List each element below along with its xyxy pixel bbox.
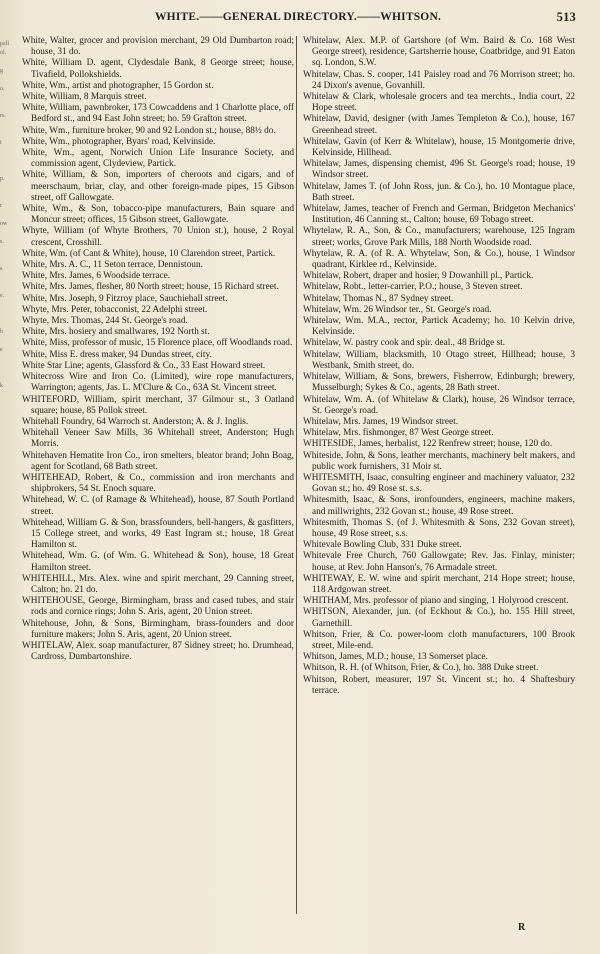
margin-fragment <box>0 454 20 463</box>
directory-entry: WHITEHOUSE, George, Birmingham, brass and cased tubes, and stair rods and cornice rings; John S. Aris, agent, 20 Union street. <box>22 596 294 618</box>
directory-entry: Whitson, Robert, measurer, 197 St. Vincent st.; ho. 4 Shaftesbury terrace. <box>303 674 575 696</box>
directory-entry: Whitelaw, William, blacksmith, 10 Otago street, Hillhead; house, 3 Westbank, Smith street, do. <box>303 349 575 371</box>
directory-entry: Whyte, Mrs. Peter, tobacconist, 22 Adelphi street. <box>22 304 208 315</box>
margin-fragment <box>0 211 20 220</box>
margin-fragment <box>0 148 20 157</box>
directory-entry: Whitehaven Hematite Iron Co., iron smelters, bleator brand; John Boag, agent for Scotland, 68 Bath street. <box>22 450 294 472</box>
directory-entry: Whitevale Free Church, 760 Gallowgate; Rev. Jas. Finlay, minister; house, at Rev. John Hanson's, 76 Armadale street. <box>303 551 575 573</box>
page-header <box>20 10 576 28</box>
directory-entry: Whitson, James, M.D.; house, 13 Somerset place. <box>303 652 488 663</box>
directory-entry: Whitelaw, James T. (of John Ross, jun. & Co.), ho. 10 Montague place, Bath street. <box>303 181 575 203</box>
directory-entry: WHITHAM, Mrs. professor of piano and singing, 1 Holyrood crescent. <box>303 596 569 607</box>
directory-entry: White, Wm., photographer, Byars' road, Kelvinside. <box>22 136 216 147</box>
margin-fragment: t <box>0 140 2 146</box>
signature-mark: R <box>518 922 526 933</box>
directory-entry: White, Wm., artist and photographer, 15 Gordon st. <box>22 80 214 91</box>
directory-entry: White, Mrs. A. C., 11 Seton terrace, Dennistoun. <box>22 260 203 271</box>
directory-entry: Whitelaw, Mrs. fishmonger, 87 West George street. <box>303 428 494 439</box>
margin-fragment <box>0 283 20 292</box>
directory-entry: WHITESIDE, James, herbalist, 122 Renfrew street; house, 120 do. <box>303 439 553 450</box>
directory-entry: White, William D. agent, Clydesdale Bank, 8 George street; house, Tivafield, Pollokshields. <box>22 58 294 80</box>
margin-fragment <box>0 193 20 202</box>
page-number: 513 <box>556 10 576 24</box>
directory-entry: Whitelaw, Robert, draper and hosier, 9 Dowanhill pl., Partick. <box>303 271 534 282</box>
margin-fragment <box>0 373 20 382</box>
directory-entry: Whitelaw, Mrs. James, 19 Windsor street. <box>303 416 459 427</box>
margin-fragment <box>0 472 20 481</box>
margin-fragment <box>0 184 20 193</box>
margin-fragment <box>0 499 20 508</box>
directory-entry: White, Wm., & Son, tobacco-pipe manufacturers, Bain square and Moncur street; offices, 15 Gibson street, Gallowgate. <box>22 204 294 226</box>
directory-entry: Whitehead, Wm. G. (of Wm. G. Whitehead & Son), house, 18 Great Hamilton street. <box>22 551 294 573</box>
directory-entry: Whitson, Frier, & Co. power-loom cloth manufacturers, 100 Brook street, Mile-end. <box>303 629 575 651</box>
directory-entry: White, Mrs. hosiery and smallwares, 192 North st. <box>22 327 210 338</box>
directory-entry: Whitesmith, Isaac, & Sons, ironfounders, engineers, machine makers, and millwrights, 232 Govan st.; house, 49 Rose street. <box>303 495 575 517</box>
directory-entry: White, Walter, grocer and provision merchant, 29 Old Dumbarton road; house, 31 do. <box>22 36 294 58</box>
margin-fragment <box>0 355 20 364</box>
margin-fragment <box>0 76 20 85</box>
margin-fragment <box>0 427 20 436</box>
margin-fragment: r <box>0 203 2 209</box>
right-column <box>303 36 575 697</box>
directory-entry: Whitehall Foundry, 64 Warroch st. Anderston; A. & J. Inglis. <box>22 416 249 427</box>
margin-fragment: k <box>0 383 3 389</box>
margin-fragment <box>0 481 20 490</box>
margin-fragment <box>0 247 20 256</box>
directory-entry: White, William, 8 Marquis street. <box>22 92 147 103</box>
margin-fragment: ol. <box>0 50 7 56</box>
margin-fragment: e <box>0 347 3 353</box>
margin-fragment <box>0 418 20 427</box>
directory-entry: White, Miss E. dress maker, 94 Dundas street, city. <box>22 349 212 360</box>
margin-fragment <box>0 121 20 130</box>
margin-fragment <box>0 310 20 319</box>
margin-fragment: g <box>0 68 3 74</box>
margin-fragment <box>0 157 20 166</box>
margin-fragment <box>0 94 20 103</box>
directory-entry: Whitelaw, Wm. A. (of Whitelaw & Clark), house, 26 Windsor terrace, St. George's road. <box>303 394 575 416</box>
margin-fragment <box>0 436 20 445</box>
margin-fragment <box>0 445 20 454</box>
margin-fragment <box>0 319 20 328</box>
directory-entry: Whitehouse, John, & Sons, Birmingham, brass-founders and door furniture makers; John S. Aris, agent, 20 Union street. <box>22 618 294 640</box>
directory-entry: Whyte, Mrs. Thomas, 244 St. George's road. <box>22 316 188 327</box>
running-title: WHITE.——GENERAL DIRECTORY.——WHITSON. <box>154 11 442 23</box>
directory-entry: White, Miss, professor of music, 15 Florence place, off Woodlands road. <box>22 338 293 349</box>
directory-entry: White, Wm. (of Cant & White), house, 10 Clarendon street, Partick. <box>22 248 276 259</box>
margin-fragment <box>0 463 20 472</box>
column-divider <box>296 36 297 914</box>
directory-entry: WHITEWAY, E. W. wine and spirit merchant, 214 Hope street; house, 118 Ardgowan street. <box>303 573 575 595</box>
directory-entry: WHITEHEAD, Robert, & Co., commission and iron merchants and shipbrokers, 54 St. Enoch square. <box>22 472 294 495</box>
directory-entry: White, Mrs. James, 6 Woodside terrace. <box>22 271 171 282</box>
margin-fragment <box>0 364 20 373</box>
margin-fragment <box>0 256 20 265</box>
margin-fragment <box>0 103 20 112</box>
directory-entry: WHITEHILL, Mrs. Alex. wine and spirit merchant, 29 Canning street, Calton; ho. 21 do. <box>22 573 294 595</box>
directory-entry: White, Mrs. James, flesher, 80 North street; house, 15 Richard street. <box>22 282 279 293</box>
margin-fragment: o. <box>0 86 5 92</box>
directory-entry: Whyte, William (of Whyte Brothers, 70 Union st.), house, 2 Royal crescent, Crosshill. <box>22 226 294 248</box>
binding-margin-fragments <box>0 40 20 580</box>
margin-fragment: ow <box>0 221 8 227</box>
directory-entry: Whitelaw, W. pastry cook and spir. deal., 48 Bridge st. <box>303 338 506 349</box>
directory-entry: WHITELAW, Alex. soap manufacturer, 87 Sidney street; ho. Drumhead, Cardross, Dumbartonshire. <box>22 640 294 663</box>
directory-entry: Whitelaw, Wm. M.A., rector, Partick Academy; ho. 10 Kelvin drive, Kelvinside. <box>303 316 575 338</box>
margin-fragment <box>0 274 20 283</box>
margin-fragment: s <box>0 266 3 272</box>
directory-entry: WHITESMITH, Isaac, consulting engineer and machinery valuator, 232 Govan st.; ho. 49 Rose st. s.s. <box>303 472 575 495</box>
directory-entry: Whiteside, John, & Sons, leather merchants, machinery belt makers, and public work furnishers, 31 Moir st. <box>303 450 575 472</box>
margin-fragment: s. <box>0 239 4 245</box>
margin-fragment: h <box>0 329 3 335</box>
directory-entry: Whytelaw, R. A. (of R. A. Whytelaw, Son, & Co.), house, 1 Windsor quadrant, Kirklee rd., Kelvinside. <box>303 248 575 271</box>
margin-fragment <box>0 517 20 526</box>
directory-entry: White, Wm., agent, Norwich Union Life Insurance Society, and commission agent, Clydeview, Partick. <box>22 148 294 170</box>
directory-entry: White, William, & Son, importers of cheroots and cigars, and of meerschaum, briar, clay, and other foreign-made pipes, 15 Gibson street, off Gallowgate. <box>22 170 294 203</box>
directory-entry: Whitelaw, Gavin (of Kerr & Whitelaw), house, 15 Montgomerie drive, Kelvinside, Hillhead. <box>303 136 575 159</box>
margin-fragment: rs. <box>0 113 6 119</box>
margin-fragment: p. <box>0 176 5 182</box>
directory-entry: White, Wm., furniture broker, 90 and 92 London st.; house, 88½ do. <box>22 125 276 136</box>
directory-entry: Whitelaw, David, designer (with James Templeton & Co.), house, 167 Greenhead street. <box>303 114 575 136</box>
directory-entry: Whitesmith, Thomas S. (of J. Whitesmith & Sons, 232 Govan street), house, 49 Rose street, s.s. <box>303 517 575 539</box>
directory-entry: Whitelaw, Alex. M.P. of Gartshore (of Wm. Baird & Co. 168 West George street), residence, Gartsherrie house, Coatbridge, and 91 Eaton sq. London, S.W. <box>303 36 575 69</box>
margin-fragment <box>0 400 20 409</box>
directory-entry: WHITSON, Alexander, jun. (of Eckhout & Co.), ho. 155 Hill street, Garnethill. <box>303 607 575 629</box>
margin-fragment <box>0 301 20 310</box>
directory-entry: Whitecross Wire and Iron Co. (Limited), wire rope manufacturers, Warrington; agents, Jas. L. M'Clure & Co., 63A St. Vincent street. <box>22 372 294 394</box>
left-column <box>22 36 294 663</box>
directory-entry: White, William, pawnbroker, 173 Cowcaddens and 1 Charlotte place, off Bedford st., and 94 East John street; ho. 59 Grafton street. <box>22 103 294 125</box>
directory-entry: White Star Line; agents, Glassford & Co., 33 East Howard street. <box>22 360 266 371</box>
margin-fragment <box>0 166 20 175</box>
directory-entry: Whitevale Bowling Club, 331 Duke street. <box>303 540 462 551</box>
margin-fragment <box>0 490 20 499</box>
directory-entry: Whitelaw, Chas. S. cooper, 141 Paisley road and 76 Morrison street; ho. 24 Dixon's avenue, Govanhill. <box>303 69 575 91</box>
directory-entry: WHITEFORD, William, spirit merchant, 37 Gilmour st., 3 Oatland square; house, 85 Pollok street. <box>22 394 294 416</box>
margin-fragment <box>0 130 20 139</box>
margin-fragment <box>0 409 20 418</box>
directory-entry: White, Mrs. Joseph, 9 Fitzroy place, Sauchiehall street. <box>22 293 228 304</box>
directory-entry: Whitelaw, James, dispensing chemist, 496 St. George's road; house, 19 Windsor street. <box>303 159 575 181</box>
directory-entry: Whitelaw, Robt., letter-carrier, P.O.; house, 3 Steven street. <box>303 282 523 293</box>
directory-entry: Whitelaw, Thomas N., 87 Sydney street. <box>303 293 454 304</box>
directory-entry: Whitelaw, Wm. 26 Windsor ter., St. George's road. <box>303 304 492 315</box>
margin-fragment: e. <box>0 293 5 299</box>
directory-entry: Whitelaw & Clark, wholesale grocers and tea merchts., India court, 22 Hope street. <box>303 92 575 114</box>
directory-entry: Whitehall Veneer Saw Mills, 36 Whitehall street, Anderston; Hugh Morris. <box>22 428 294 450</box>
margin-fragment <box>0 391 20 400</box>
directory-entry: Whitson, R. H. (of Whitson, Frier, & Co.), ho. 388 Duke street. <box>303 663 539 674</box>
margin-fragment <box>0 508 20 517</box>
directory-entry: Whytelaw, R. A., Son, & Co., manufacturers; warehouse, 125 Ingram street; works, Grove Park Mills, 188 North Woodside road. <box>303 226 575 248</box>
directory-entry: Whitelaw, James, teacher of French and German, Bridgeton Mechanics' Institution, 46 Canning st., Calton; house, 69 Tobago street. <box>303 204 575 226</box>
directory-entry: Whitelaw, William, & Sons, brewers, Fisherrow, Edinburgh; brewery, Musselburgh; Sykes & Co., agents, 28 Bath street. <box>303 372 575 394</box>
directory-entry: Whitehead, W. C. (of Ramage & Whitehead), house, 87 South Portland street. <box>22 495 294 517</box>
margin-fragment <box>0 337 20 346</box>
margin-fragment <box>0 526 20 535</box>
margin-fragment <box>0 58 20 67</box>
directory-entry: Whitehead, William G. & Son, brassfounders, bell-hangers, & gasfitters, 15 College street, and works, 49 East Ingram st.; house, 18 Great Hamilton st. <box>22 517 294 551</box>
margin-fragment: pall <box>0 41 9 47</box>
margin-fragment <box>0 229 20 238</box>
